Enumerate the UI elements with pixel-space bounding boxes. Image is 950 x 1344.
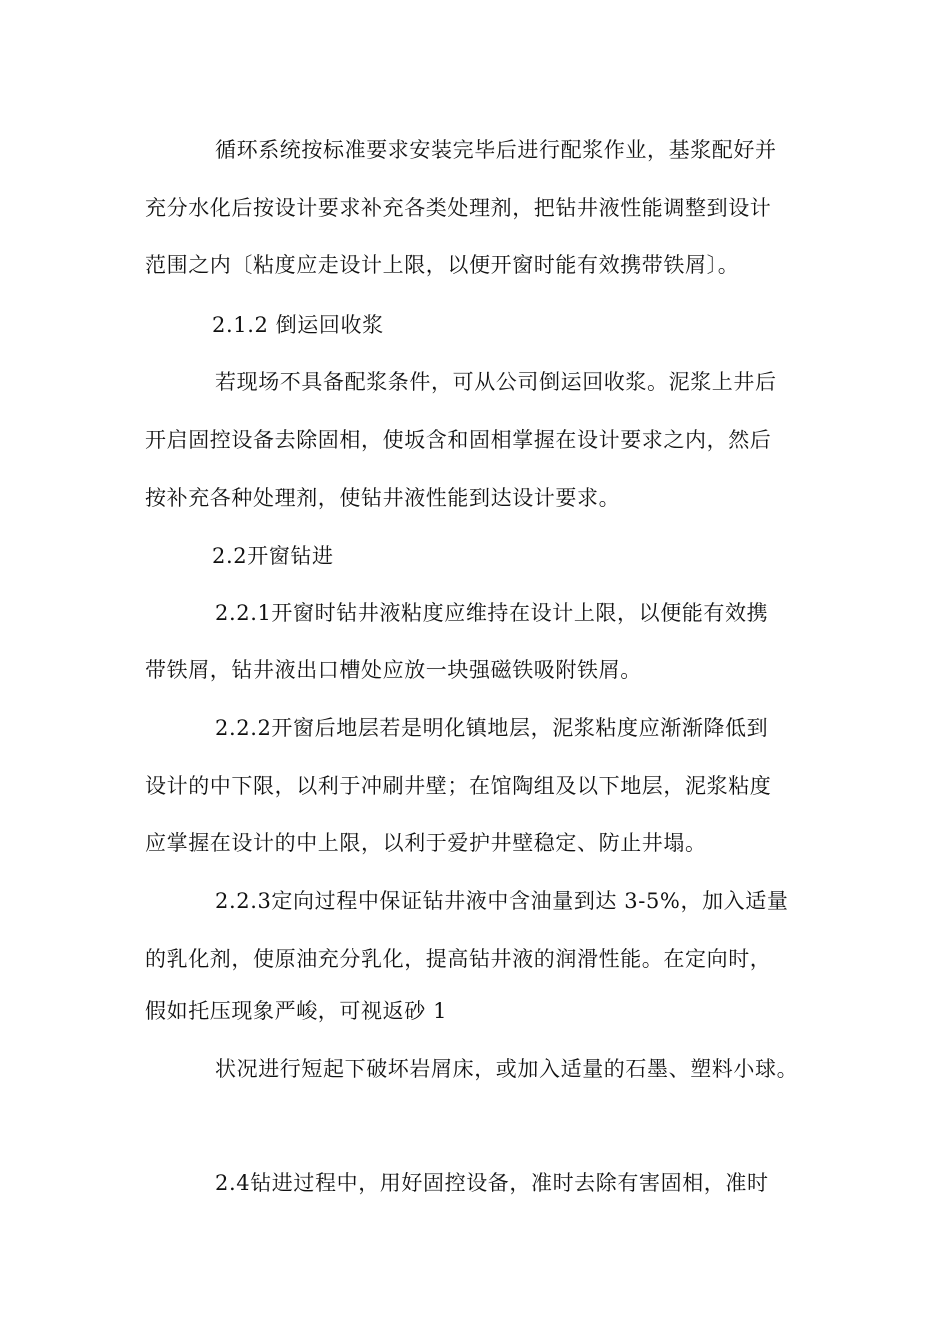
paragraph-line: 按补充各种处理剂，使钻井液性能到达设计要求。: [145, 486, 621, 510]
paragraph-line: 充分水化后按设计要求补充各类处理剂，把钻井液性能调整到设计: [145, 196, 772, 220]
paragraph-line: 带铁屑，钻井液出口槽处应放一块强磁铁吸附铁屑。: [145, 658, 642, 682]
paragraph-line: 循环系统按标准要求安装完毕后进行配浆作业，基浆配好并: [215, 138, 777, 162]
paragraph-line: 2.2.3定向过程中保证钻井液中含油量到达 3-5%，加入适量: [215, 889, 789, 913]
paragraph-line: 2.4钻进过程中，用好固控设备，准时去除有害固相，准时: [215, 1171, 769, 1195]
paragraph-line: 应掌握在设计的中上限，以利于爱护井壁稳定、防止井塌。: [145, 831, 707, 855]
paragraph-line: 若现场不具备配浆条件，可从公司倒运回收浆。泥浆上井后: [215, 370, 777, 394]
paragraph-line: 开启固控设备去除固相，使坂含和固相掌握在设计要求之内，然后: [145, 428, 772, 452]
paragraph-line: 假如托压现象严峻，可视返砂 1: [145, 999, 448, 1023]
paragraph-line: 范围之内〔粘度应走设计上限，以便开窗时能有效携带铁屑〕。: [145, 253, 740, 277]
paragraph-line: 2.2.2开窗后地层若是明化镇地层，泥浆粘度应渐渐降低到: [215, 716, 769, 740]
paragraph-line: 设计的中下限，以利于冲刷井壁；在馆陶组及以下地层，泥浆粘度: [145, 774, 772, 798]
paragraph-line: 2.2.1开窗时钻井液粘度应维持在设计上限，以便能有效携: [215, 601, 769, 625]
section-heading: 2.1.2 倒运回收浆: [212, 313, 384, 337]
paragraph-line: 的乳化剂，使原油充分乳化，提高钻井液的润滑性能。在定向时，: [145, 947, 772, 971]
paragraph-line: 状况进行短起下破坏岩屑床，或加入适量的石墨、塑料小球。: [215, 1057, 799, 1081]
section-heading: 2.2开窗钻进: [212, 544, 334, 568]
